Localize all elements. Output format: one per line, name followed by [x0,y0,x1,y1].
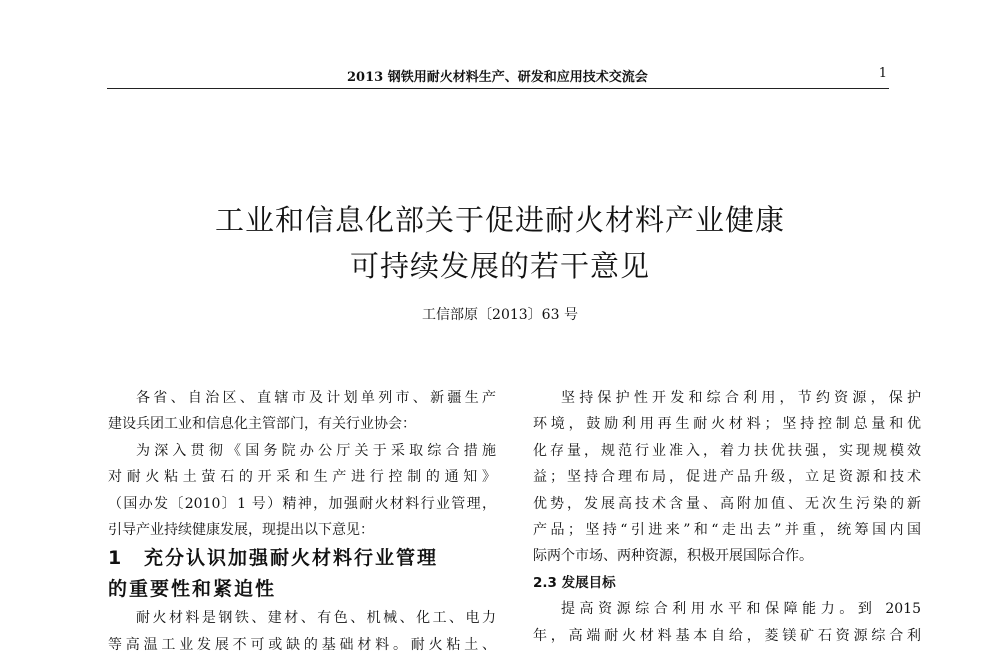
document-title-line-2: 可持续发展的若干意见 [349,249,650,283]
goals-line: 年，高端耐火材料基本自给，菱镁矿石资源综合利 [533,627,921,644]
section-1-heading-line-2: 的重要性和紧迫性 [108,578,277,601]
principles-line: 坚持保护性开发和综合利用，节约资源，保护 [561,390,921,406]
principles-line: 益；坚持合理布局，促进产品升级，立足资源和技术 [533,469,921,486]
intro-line: 对耐火粘土萤石的开采和生产进行控制的通知》 [108,469,496,486]
intro-line: 引导产业持续健康发展，现提出以下意见： [108,521,374,538]
running-header [107,66,887,86]
conference-title: 2013 钢铁用耐火材料生产、研发和应用技术交流会 [347,70,648,85]
principles-line: 产品；坚持“引进来”和“走出去”并重，统筹国内国 [533,521,921,538]
right-column [533,385,921,649]
intro-line: 为深入贯彻《国务院办公厅关于采取综合措施 [136,442,496,459]
section-1-body-line: 等高温工业发展不可或缺的基础材料。耐火粘土、 [108,636,496,653]
page-number: 1 [878,66,887,81]
intro-line: （国办发〔2010〕1 号）精神，加强耐火材料行业管理， [108,495,496,512]
salutation-line: 建设兵团工业和信息化主管部门，有关行业协会： [108,416,416,433]
section-1-body-line: 耐火材料是钢铁、建材、有色、机械、化工、电力 [136,610,496,627]
goals-line: 提高资源综合利用水平和保障能力。到 2015 [561,601,921,618]
principles-line: 环境，鼓励利用再生耐火材料；坚持控制总量和优 [533,416,921,433]
section-1-number: 1 [108,547,124,570]
header-rule [107,88,889,89]
section-1-heading [108,543,496,574]
salutation-line: 各省、自治区、直辖市及计划单列市、新疆生产 [136,390,496,406]
document-number: 工信部原〔2013〕63 号 [422,307,578,323]
principles-line: 优势，发展高技术含量、高附加值、无次生污染的新 [533,495,921,512]
principles-line: 化存量，规范行业准入，着力扶优扶强，实现规模效 [533,442,921,459]
document-title-line-1: 工业和信息化部关于促进耐火材料产业健康 [214,203,785,237]
left-column [108,385,496,658]
section-1-heading-line-1: 充分认识加强耐火材料行业管理 [144,547,439,570]
section-2-3-heading: 2.3 发展目标 [533,574,616,591]
principles-line: 际两个市场、两种资源，积极开展国际合作。 [533,548,813,565]
